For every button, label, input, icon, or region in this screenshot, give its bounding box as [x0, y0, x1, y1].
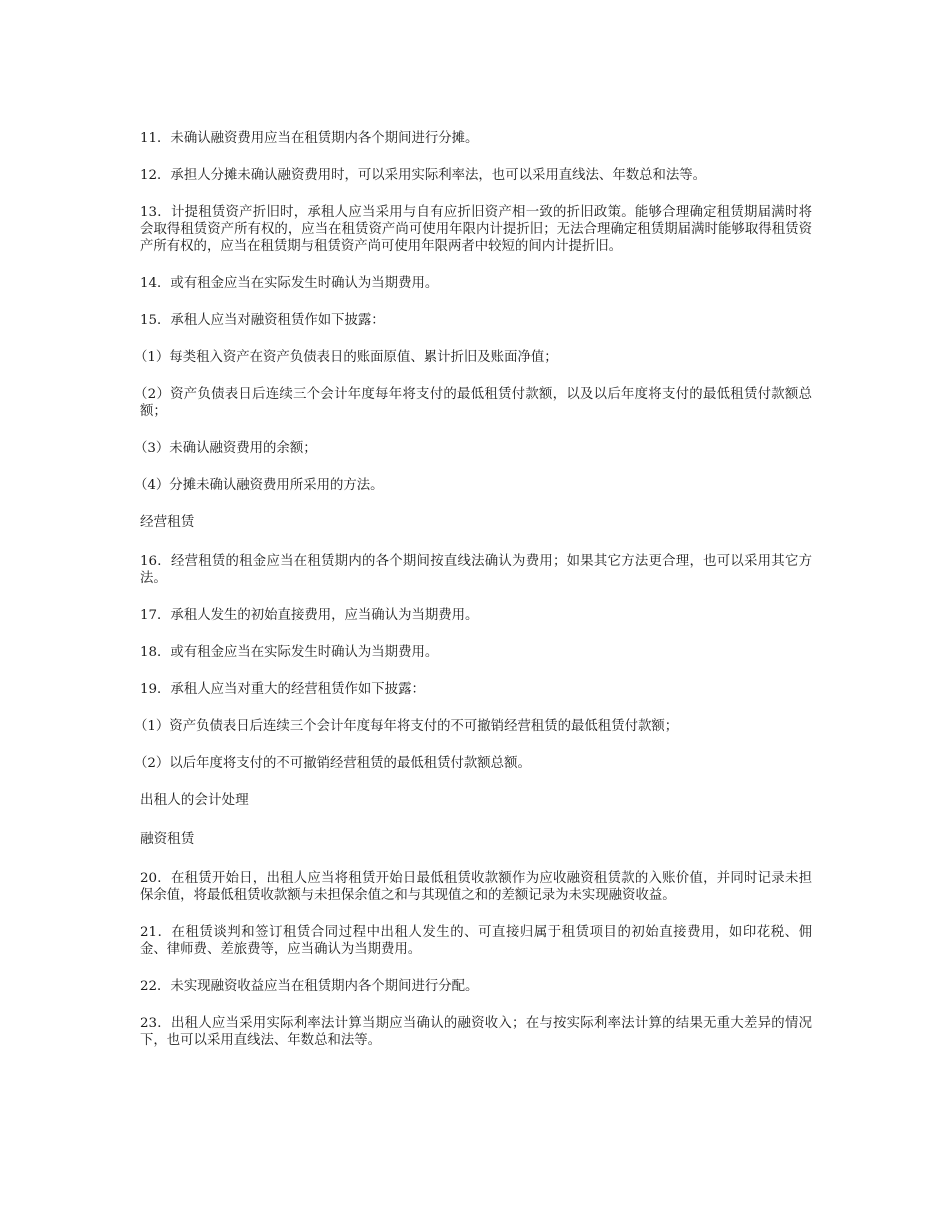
paragraph-19: 19．承租人应当对重大的经营租赁作如下披露：: [140, 682, 425, 697]
paragraph-17: 17．承租人发生的初始直接费用，应当确认为当期费用。: [140, 608, 479, 623]
paragraph-12: 12．承担人分摊未确认融资费用时，可以采用实际利率法，也可以采用直线法、年数总和法等。: [140, 168, 707, 183]
document-page: [134, 130, 812, 1069]
section-heading-operating-lease: 经营租赁: [140, 514, 195, 530]
section-heading-lessor-accounting: 出租人的会计处理: [140, 792, 249, 808]
list-item-15-4: （4）分摊未确认融资费用所采用的方法。: [134, 478, 384, 493]
paragraph-11: 11．未确认融资费用应当在租赁期内各个期间进行分摊。: [140, 131, 479, 146]
list-item-19-2: （2）以后年度将支付的不可撤销经营租赁的最低租赁付款额总额。: [134, 756, 531, 771]
list-item-19-1: （1）资产负债表日后连续三个会计年度每年将支付的不可撤销经营租赁的最低租赁付款额；: [134, 719, 679, 734]
paragraph-15: 15．承租人应当对融资租赁作如下披露：: [140, 313, 385, 328]
paragraph-16: 16．经营租赁的租金应当在租赁期内的各个期间按直线法确认为费用；如果其它方法更合理，也可以采用其它方法。: [140, 554, 812, 586]
paragraph-18: 18．或有租金应当在实际发生时确认为当期费用。: [140, 645, 439, 660]
paragraph-21: 21．在租赁谈判和签订租赁合同过程中出租人发生的、可直接归属于租赁项目的初始直接费用，如印花税、佣金、律师费、差旅费等，应当确认为当期费用。: [140, 925, 812, 957]
paragraph-20: 20．在租赁开始日，出租人应当将租赁开始日最低租赁收款额作为应收融资租赁款的入账价值，并同时记录未担保余值，将最低租赁收款额与未担保余值之和与其现值之和的差额记录为未实现融资收益。: [140, 871, 812, 903]
list-item-15-2: （2）资产负债表日后连续三个会计年度每年将支付的最低租赁付款额，以及以后年度将支付的最低租赁付款额总额；: [134, 387, 812, 419]
list-item-15-1: （1）每类租入资产在资产负债表日的账面原值、累计折旧及账面净值；: [134, 350, 558, 365]
section-heading-finance-lease: 融资租赁: [140, 831, 195, 847]
paragraph-14: 14．或有租金应当在实际发生时确认为当期费用。: [140, 276, 439, 291]
paragraph-23: 23．出租人应当采用实际利率法计算当期应当确认的融资收入；在与按实际利率法计算的结果无重大差异的情况下，也可以采用直线法、年数总和法等。: [140, 1016, 812, 1048]
list-item-15-3: （3）未确认融资费用的余额；: [134, 441, 317, 456]
paragraph-22: 22．未实现融资收益应当在租赁期内各个期间进行分配。: [140, 979, 479, 994]
paragraph-13: 13．计提租赁资产折旧时，承租人应当采用与自有应折旧资产相一致的折旧政策。能够合理确定租赁期届满时将会取得租赁资产所有权的，应当在租赁资产尚可使用年限内计提折旧；无法合理确定租赁期届满时能够取得租赁资产所有权的，应当在租赁期与租赁资产尚可使用年限两者中较短的间内计提折旧。: [140, 205, 812, 254]
